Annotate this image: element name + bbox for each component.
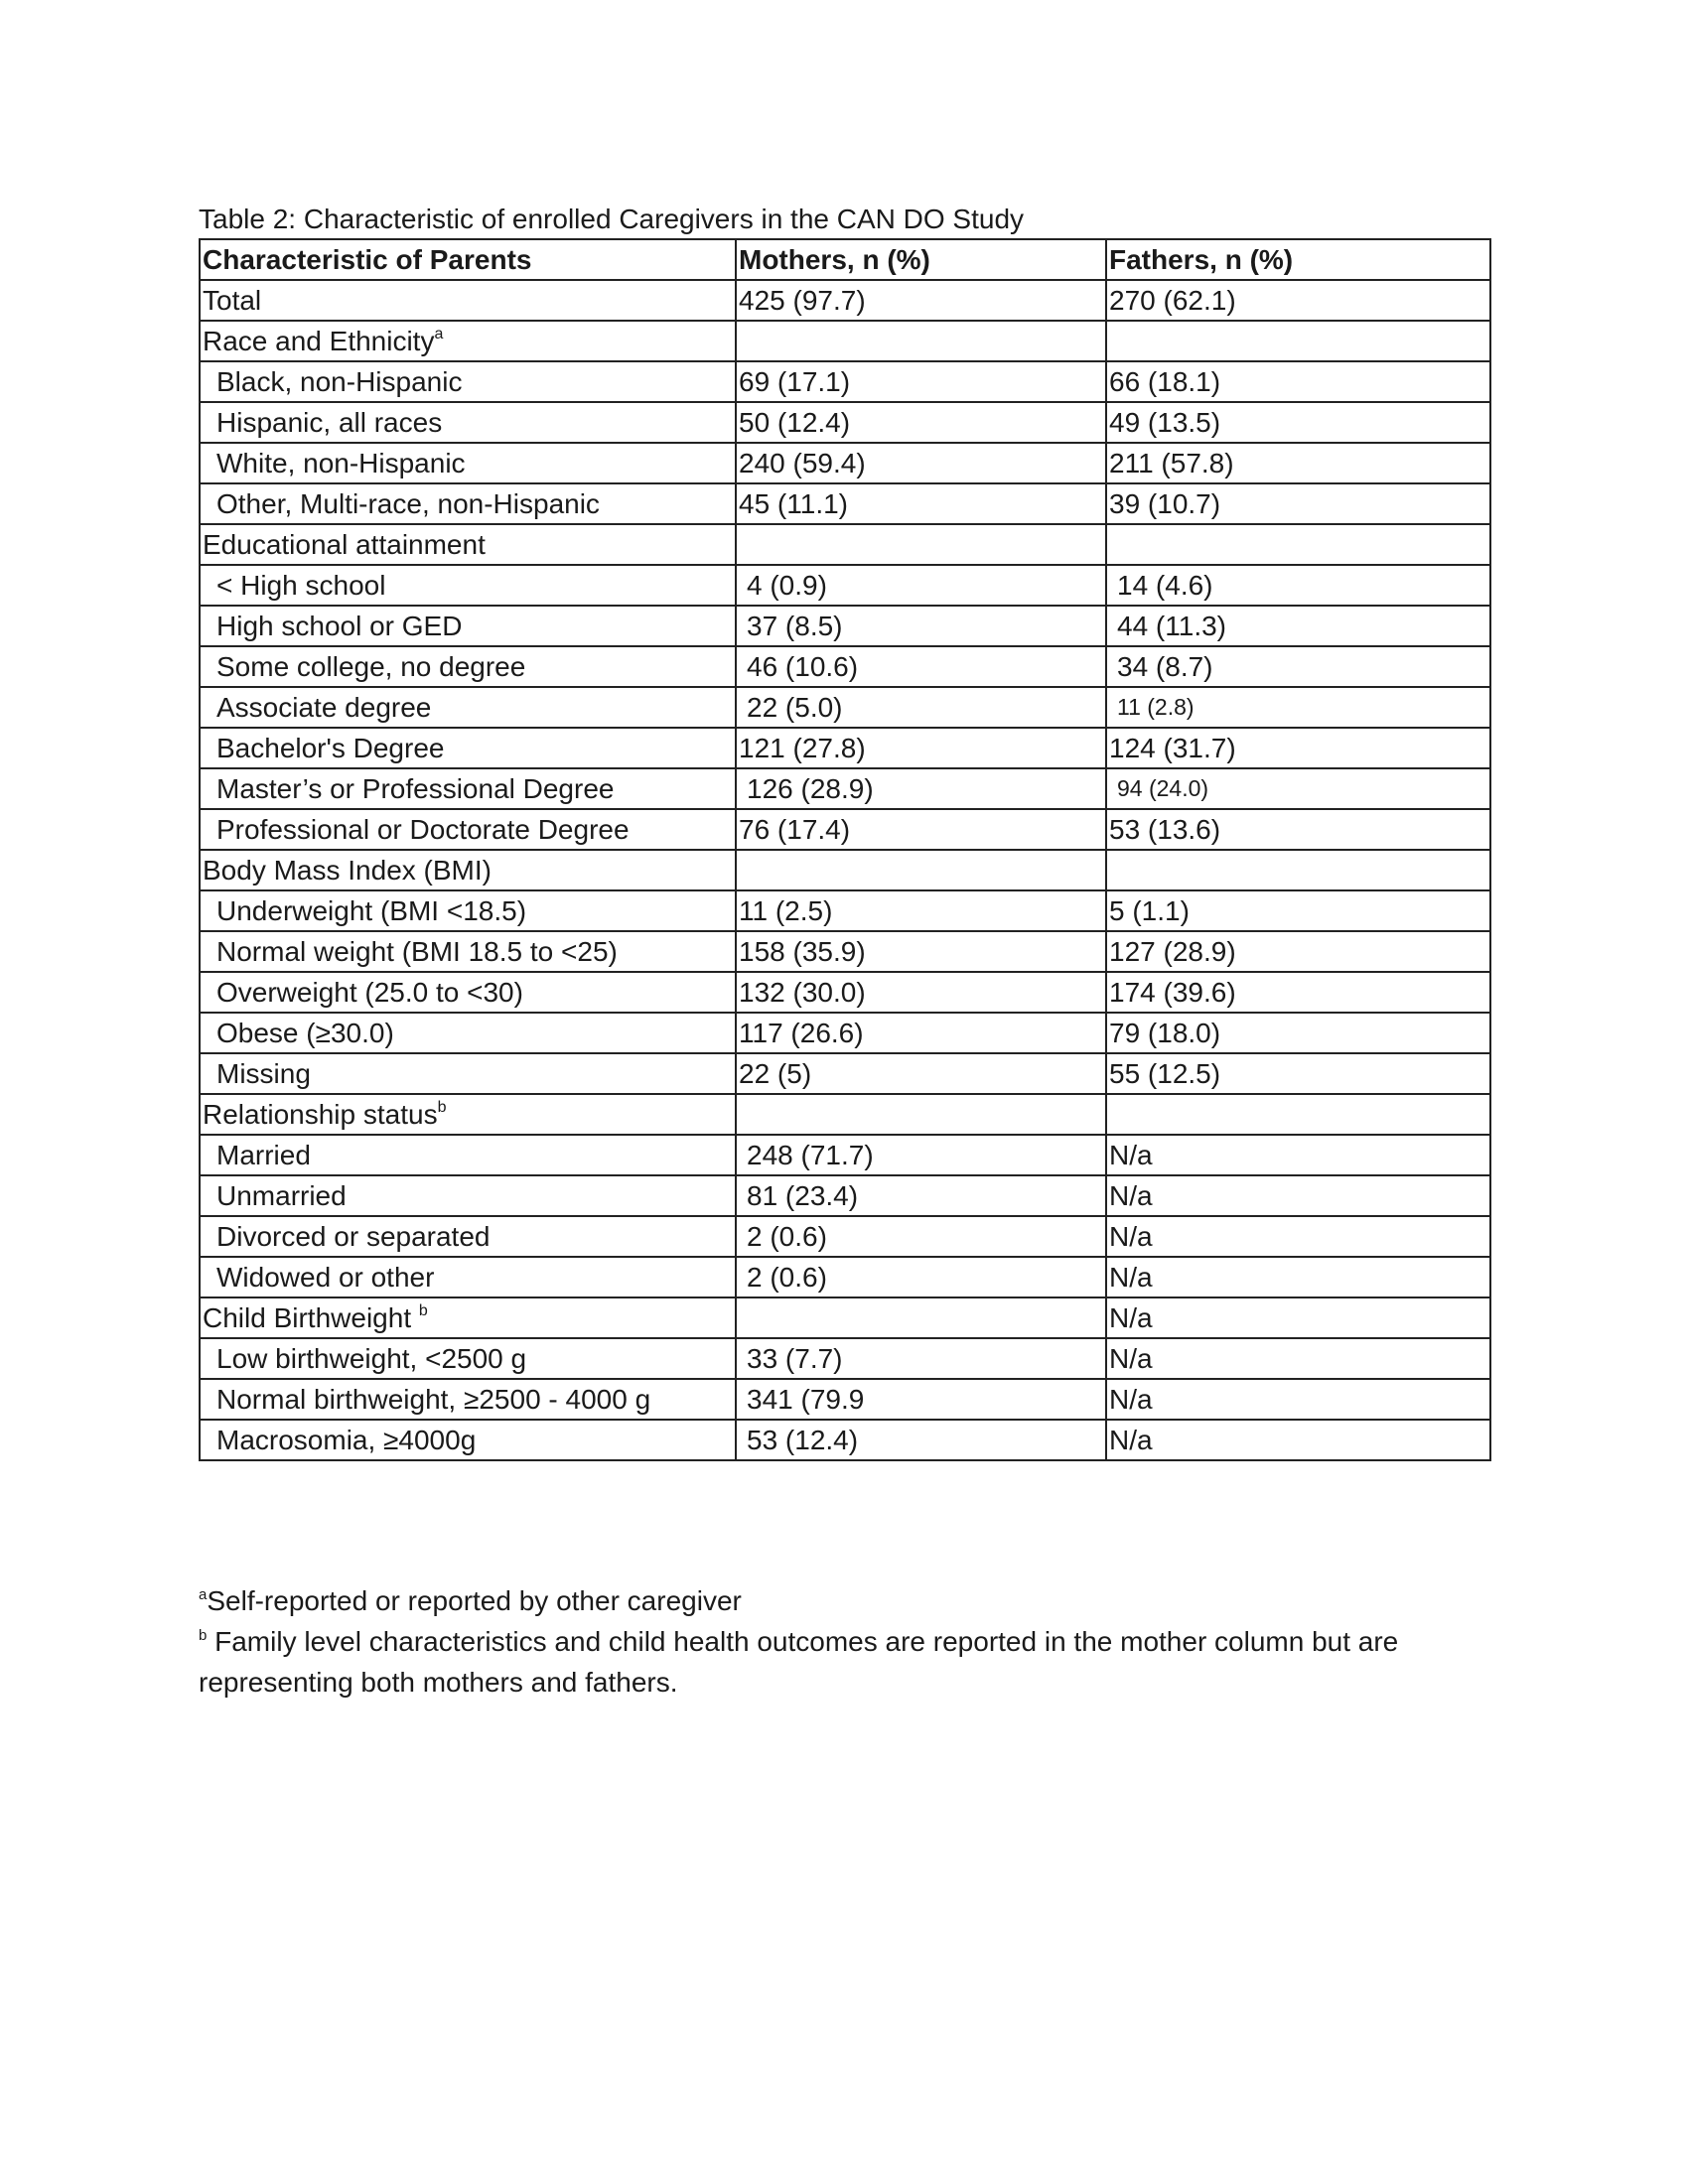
row-mothers-value bbox=[736, 321, 1106, 361]
table-row bbox=[200, 565, 1490, 606]
row-fathers-value: 124 (31.7) bbox=[1106, 728, 1490, 768]
row-fathers-value: N/a bbox=[1106, 1175, 1490, 1216]
row-mothers-value: 4 (0.9) bbox=[736, 565, 1106, 606]
table-caption: Table 2: Characteristic of enrolled Caregivers in the CAN DO Study bbox=[199, 204, 1025, 234]
row-characteristic bbox=[200, 890, 736, 931]
table-row bbox=[200, 768, 1490, 809]
table-row bbox=[200, 361, 1490, 402]
table-row bbox=[200, 1053, 1490, 1094]
table-row bbox=[200, 809, 1490, 850]
footnote-marker: b bbox=[418, 1302, 428, 1319]
footnote-b-text: Family level characteristics and child health outcomes are reported in the mother column but are representing both mothers and fathers. bbox=[199, 1626, 1399, 1698]
row-characteristic bbox=[200, 606, 736, 646]
row-label: Other, Multi-race, non-Hispanic bbox=[216, 488, 600, 519]
row-characteristic bbox=[200, 1216, 736, 1257]
row-mothers-value: 33 (7.7) bbox=[736, 1338, 1106, 1379]
row-mothers-value bbox=[736, 850, 1106, 890]
row-fathers-value bbox=[1106, 850, 1490, 890]
table-row bbox=[200, 1094, 1490, 1135]
row-characteristic bbox=[200, 321, 736, 361]
row-label: High school or GED bbox=[216, 611, 463, 641]
row-mothers-value: 45 (11.1) bbox=[736, 483, 1106, 524]
table-row bbox=[200, 1216, 1490, 1257]
row-label: Relationship status bbox=[203, 1099, 438, 1130]
header-fathers: Fathers, n (%) bbox=[1106, 239, 1490, 280]
row-mothers-value: 2 (0.6) bbox=[736, 1216, 1106, 1257]
table-row bbox=[200, 1297, 1490, 1338]
row-label: Body Mass Index (BMI) bbox=[203, 855, 492, 886]
row-characteristic bbox=[200, 1379, 736, 1420]
row-fathers-value: 53 (13.6) bbox=[1106, 809, 1490, 850]
row-label: Hispanic, all races bbox=[216, 407, 443, 438]
row-label: Bachelor's Degree bbox=[216, 733, 445, 763]
table-row bbox=[200, 280, 1490, 321]
row-fathers-value: 79 (18.0) bbox=[1106, 1013, 1490, 1053]
row-mothers-value: 53 (12.4) bbox=[736, 1420, 1106, 1460]
row-characteristic bbox=[200, 1420, 736, 1460]
caregiver-characteristics-table bbox=[199, 238, 1491, 1461]
row-mothers-value: 22 (5.0) bbox=[736, 687, 1106, 728]
row-label: Macrosomia, ≥4000g bbox=[216, 1425, 477, 1455]
row-mothers-value bbox=[736, 1094, 1106, 1135]
row-mothers-value: 425 (97.7) bbox=[736, 280, 1106, 321]
row-fathers-value: 34 (8.7) bbox=[1106, 646, 1490, 687]
table-row bbox=[200, 443, 1490, 483]
row-characteristic bbox=[200, 1175, 736, 1216]
row-characteristic bbox=[200, 1013, 736, 1053]
table-row bbox=[200, 1379, 1490, 1420]
row-label: Low birthweight, <2500 g bbox=[216, 1343, 527, 1374]
row-label: Obese (≥30.0) bbox=[216, 1018, 394, 1048]
row-mothers-value: 50 (12.4) bbox=[736, 402, 1106, 443]
row-label: Professional or Doctorate Degree bbox=[216, 814, 630, 845]
row-fathers-value: N/a bbox=[1106, 1135, 1490, 1175]
row-characteristic bbox=[200, 443, 736, 483]
row-label: Associate degree bbox=[216, 692, 432, 723]
row-fathers-value bbox=[1106, 524, 1490, 565]
row-fathers-value: N/a bbox=[1106, 1379, 1490, 1420]
row-fathers-value: 174 (39.6) bbox=[1106, 972, 1490, 1013]
row-fathers-value: 55 (12.5) bbox=[1106, 1053, 1490, 1094]
row-characteristic bbox=[200, 768, 736, 809]
table-row bbox=[200, 972, 1490, 1013]
table-row bbox=[200, 646, 1490, 687]
row-label: White, non-Hispanic bbox=[216, 448, 466, 478]
row-fathers-value bbox=[1106, 321, 1490, 361]
row-fathers-value: 39 (10.7) bbox=[1106, 483, 1490, 524]
row-label: Child Birthweight bbox=[203, 1302, 419, 1333]
row-characteristic bbox=[200, 1257, 736, 1297]
row-characteristic bbox=[200, 1094, 736, 1135]
row-mothers-value bbox=[736, 524, 1106, 565]
row-label: Divorced or separated bbox=[216, 1221, 491, 1252]
row-mothers-value: 46 (10.6) bbox=[736, 646, 1106, 687]
row-characteristic bbox=[200, 483, 736, 524]
table-row bbox=[200, 402, 1490, 443]
row-label: Married bbox=[216, 1140, 311, 1170]
row-mothers-value: 341 (79.9 bbox=[736, 1379, 1106, 1420]
row-mothers-value: 69 (17.1) bbox=[736, 361, 1106, 402]
row-label: Widowed or other bbox=[216, 1262, 435, 1293]
row-mothers-value: 2 (0.6) bbox=[736, 1257, 1106, 1297]
row-label: Normal birthweight, ≥2500 - 4000 g bbox=[216, 1384, 651, 1415]
row-fathers-value: N/a bbox=[1106, 1297, 1490, 1338]
footnote-a bbox=[199, 1580, 1489, 1621]
header-characteristic: Characteristic of Parents bbox=[200, 239, 736, 280]
table-row bbox=[200, 728, 1490, 768]
row-characteristic bbox=[200, 280, 736, 321]
row-characteristic bbox=[200, 1135, 736, 1175]
row-mothers-value: 126 (28.9) bbox=[736, 768, 1106, 809]
table-row bbox=[200, 321, 1490, 361]
row-characteristic bbox=[200, 931, 736, 972]
row-characteristic bbox=[200, 728, 736, 768]
row-label: Normal weight (BMI 18.5 to <25) bbox=[216, 936, 618, 967]
row-mothers-value: 81 (23.4) bbox=[736, 1175, 1106, 1216]
table-row bbox=[200, 1338, 1490, 1379]
row-fathers-value: N/a bbox=[1106, 1420, 1490, 1460]
row-label: < High school bbox=[216, 570, 386, 601]
table-row bbox=[200, 524, 1490, 565]
row-label: Black, non-Hispanic bbox=[216, 366, 463, 397]
table-row bbox=[200, 931, 1490, 972]
row-fathers-value: 66 (18.1) bbox=[1106, 361, 1490, 402]
footnote-a-text: Self-reported or reported by other caregiver bbox=[207, 1585, 742, 1616]
row-fathers-value: 5 (1.1) bbox=[1106, 890, 1490, 931]
row-characteristic bbox=[200, 972, 736, 1013]
row-mothers-value: 248 (71.7) bbox=[736, 1135, 1106, 1175]
table-row bbox=[200, 1013, 1490, 1053]
row-label: Overweight (25.0 to <30) bbox=[216, 977, 523, 1008]
table-row bbox=[200, 687, 1490, 728]
row-fathers-value: 94 (24.0) bbox=[1106, 768, 1490, 809]
table-header-row bbox=[200, 239, 1490, 280]
row-label: Some college, no degree bbox=[216, 651, 526, 682]
row-characteristic bbox=[200, 809, 736, 850]
row-mothers-value: 11 (2.5) bbox=[736, 890, 1106, 931]
footnote-marker: b bbox=[437, 1099, 447, 1116]
table-row bbox=[200, 1175, 1490, 1216]
footnote-a-mark: a bbox=[199, 1586, 208, 1603]
row-label: Educational attainment bbox=[203, 529, 486, 560]
row-fathers-value: 49 (13.5) bbox=[1106, 402, 1490, 443]
row-label: Underweight (BMI <18.5) bbox=[216, 895, 527, 926]
row-label: Race and Ethnicity bbox=[203, 326, 435, 356]
row-fathers-value: 11 (2.8) bbox=[1106, 687, 1490, 728]
row-label: Master’s or Professional Degree bbox=[216, 773, 615, 804]
row-fathers-value bbox=[1106, 1094, 1490, 1135]
table-row bbox=[200, 1257, 1490, 1297]
row-label: Missing bbox=[216, 1058, 311, 1089]
row-mothers-value bbox=[736, 1297, 1106, 1338]
row-characteristic bbox=[200, 1338, 736, 1379]
row-fathers-value: 14 (4.6) bbox=[1106, 565, 1490, 606]
row-fathers-value: N/a bbox=[1106, 1216, 1490, 1257]
row-fathers-value: 211 (57.8) bbox=[1106, 443, 1490, 483]
row-mothers-value: 117 (26.6) bbox=[736, 1013, 1106, 1053]
table-row bbox=[200, 890, 1490, 931]
table-row bbox=[200, 1135, 1490, 1175]
row-label: Unmarried bbox=[216, 1180, 347, 1211]
row-fathers-value: N/a bbox=[1106, 1338, 1490, 1379]
table-row bbox=[200, 1420, 1490, 1460]
row-mothers-value: 158 (35.9) bbox=[736, 931, 1106, 972]
row-characteristic bbox=[200, 646, 736, 687]
row-mothers-value: 22 (5) bbox=[736, 1053, 1106, 1094]
table-row bbox=[200, 850, 1490, 890]
row-mothers-value: 37 (8.5) bbox=[736, 606, 1106, 646]
row-label: Total bbox=[203, 285, 262, 316]
row-fathers-value: 127 (28.9) bbox=[1106, 931, 1490, 972]
table-row bbox=[200, 483, 1490, 524]
row-characteristic bbox=[200, 402, 736, 443]
row-characteristic bbox=[200, 1297, 736, 1338]
footnotes bbox=[199, 1580, 1489, 1703]
row-characteristic bbox=[200, 565, 736, 606]
table-row bbox=[200, 606, 1490, 646]
row-mothers-value: 121 (27.8) bbox=[736, 728, 1106, 768]
row-characteristic bbox=[200, 850, 736, 890]
row-fathers-value: 44 (11.3) bbox=[1106, 606, 1490, 646]
row-fathers-value: N/a bbox=[1106, 1257, 1490, 1297]
header-mothers: Mothers, n (%) bbox=[736, 239, 1106, 280]
footnote-b-mark: b bbox=[199, 1627, 208, 1644]
footnote-b bbox=[199, 1621, 1489, 1703]
row-characteristic bbox=[200, 1053, 736, 1094]
row-mothers-value: 76 (17.4) bbox=[736, 809, 1106, 850]
footnote-marker: a bbox=[434, 326, 444, 342]
row-fathers-value: 270 (62.1) bbox=[1106, 280, 1490, 321]
row-characteristic bbox=[200, 361, 736, 402]
row-mothers-value: 132 (30.0) bbox=[736, 972, 1106, 1013]
row-mothers-value: 240 (59.4) bbox=[736, 443, 1106, 483]
row-characteristic bbox=[200, 687, 736, 728]
row-characteristic bbox=[200, 524, 736, 565]
